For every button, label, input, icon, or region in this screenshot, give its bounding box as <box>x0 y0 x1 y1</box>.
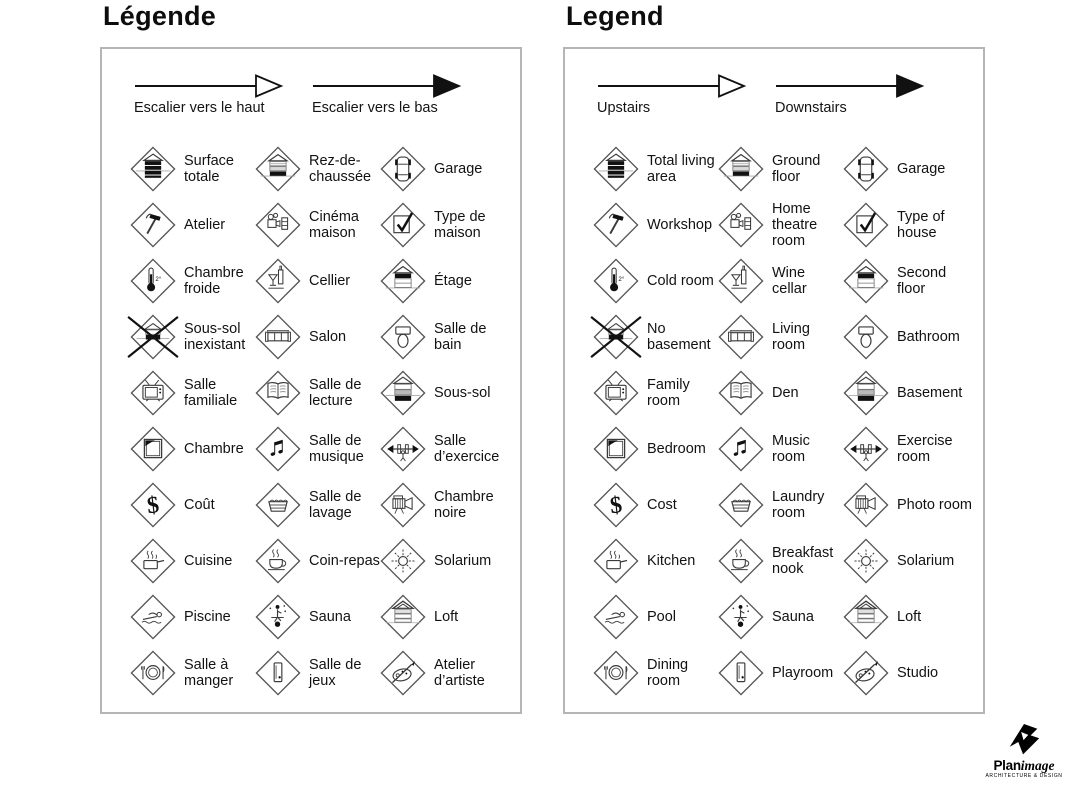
legend-item <box>130 645 255 701</box>
panel-title-fr: Légende <box>103 1 217 31</box>
laundry-room-icon <box>718 482 764 528</box>
sauna-icon <box>255 594 301 640</box>
legend-item <box>130 253 255 309</box>
legend-item <box>718 477 843 533</box>
bedroom-icon <box>130 426 176 472</box>
legend-item-label: Laundry room <box>772 488 825 521</box>
legend-item <box>593 253 718 309</box>
home-theatre-icon <box>718 202 764 248</box>
legend-item-label: Garage <box>897 160 946 177</box>
legend-item-label: Loft <box>434 608 459 625</box>
legend-item-label: Salle à manger <box>184 656 234 689</box>
stairs-arrows <box>134 73 520 135</box>
cost-icon <box>130 482 176 528</box>
legend-item <box>380 253 520 309</box>
legend-item <box>718 533 843 589</box>
legend-item <box>718 589 843 645</box>
legend-item-label: Cost <box>647 496 677 513</box>
playroom-icon <box>718 650 764 696</box>
legend-item-label: Salle de lavage <box>309 488 362 521</box>
legend-item <box>593 645 718 701</box>
legend-item-label: Home theatre room <box>772 200 818 250</box>
home-theatre-icon <box>255 202 301 248</box>
legend-item <box>255 589 380 645</box>
legend-item <box>130 365 255 421</box>
cold-room-icon <box>130 258 176 304</box>
dining-room-icon <box>130 650 176 696</box>
breakfast-nook-icon <box>255 538 301 584</box>
legend-item-label: Dining room <box>647 656 689 689</box>
legend-item <box>593 309 718 365</box>
legend-item <box>380 197 520 253</box>
legend-item <box>255 645 380 701</box>
photo-room-icon <box>380 482 426 528</box>
legend-item <box>130 477 255 533</box>
legend-item <box>843 645 983 701</box>
legend-item <box>593 365 718 421</box>
basement-icon <box>843 370 889 416</box>
no-basement-icon <box>593 314 639 360</box>
downstairs-arrow-icon <box>312 73 462 99</box>
legend-item <box>255 309 380 365</box>
legend-item <box>843 309 983 365</box>
legend-item <box>255 477 380 533</box>
legend-item <box>380 421 520 477</box>
svg-text:$: $ <box>145 492 161 520</box>
exercise-room-icon <box>843 426 889 472</box>
playroom-icon <box>255 650 301 696</box>
planimage-logo-wordmark <box>978 759 1070 773</box>
legend-item <box>718 253 843 309</box>
legend-panel-fr <box>100 47 522 714</box>
legend-item-label: No basement <box>647 320 711 353</box>
type-of-house-icon <box>380 202 426 248</box>
legend-item-label: Kitchen <box>647 552 696 569</box>
cold-room-icon <box>593 258 639 304</box>
legend-item <box>255 141 380 197</box>
photo-room-icon <box>843 482 889 528</box>
legend-item <box>843 197 983 253</box>
upstairs-arrow-icon <box>597 73 747 99</box>
legend-item-label: Sauna <box>309 608 351 625</box>
legend-item <box>380 589 520 645</box>
legend-item-label: Music room <box>772 432 810 465</box>
downstairs-arrow-icon <box>775 73 925 99</box>
legend-item <box>130 589 255 645</box>
legend-item <box>593 533 718 589</box>
loft-icon <box>380 594 426 640</box>
arrow-group <box>775 73 925 135</box>
legend-item <box>255 253 380 309</box>
logo-tagline: ARCHITECTURE & DESIGN <box>985 773 1063 779</box>
legend-item-label: Loft <box>897 608 922 625</box>
upstairs-arrow-icon <box>134 73 284 99</box>
kitchen-icon <box>130 538 176 584</box>
legend-item-label: Pool <box>647 608 677 625</box>
legend-item-label: Salle de lecture <box>309 376 362 409</box>
logo-text-image: image <box>1020 757 1055 773</box>
planimage-logo-mark-icon <box>998 723 1050 761</box>
legend-item <box>718 197 843 253</box>
legend-item-label: Chambre noire <box>434 488 494 521</box>
sauna-icon <box>718 594 764 640</box>
bedroom-icon <box>593 426 639 472</box>
legend-item <box>130 197 255 253</box>
legend-item <box>380 477 520 533</box>
legend-item <box>593 477 718 533</box>
legend-item-label: Family room <box>647 376 690 409</box>
legend-item <box>380 645 520 701</box>
legend-item-label: Garage <box>434 160 483 177</box>
legend-item-label: Salon <box>309 328 347 345</box>
legend-item <box>718 645 843 701</box>
legend-item-label: Studio <box>897 664 939 681</box>
studio-icon <box>380 650 426 696</box>
bathroom-icon <box>843 314 889 360</box>
legend-item <box>130 533 255 589</box>
family-room-icon <box>593 370 639 416</box>
legend-item-label: Cold room <box>647 272 714 289</box>
legend-item <box>380 309 520 365</box>
legend-panel-en <box>563 47 985 714</box>
family-room-icon <box>130 370 176 416</box>
legend-item-label: Second floor <box>897 264 947 297</box>
dining-room-icon <box>593 650 639 696</box>
arrow-label: Upstairs <box>597 100 651 116</box>
arrow-label: Downstairs <box>775 100 847 116</box>
legend-item-label: Breakfast nook <box>772 544 834 577</box>
legend-item <box>843 253 983 309</box>
arrow-label: Escalier vers le bas <box>312 100 438 116</box>
legend-item-label: Solarium <box>434 552 492 569</box>
laundry-room-icon <box>255 482 301 528</box>
legend-item <box>380 533 520 589</box>
legend-item <box>255 421 380 477</box>
living-room-icon <box>255 314 301 360</box>
legend-item <box>843 477 983 533</box>
legend-item-label: Chambre <box>184 440 244 457</box>
legend-item-label: Sauna <box>772 608 814 625</box>
legend-item-label: Bathroom <box>897 328 960 345</box>
legend-item <box>593 141 718 197</box>
legend-item <box>130 309 255 365</box>
legend-item <box>380 141 520 197</box>
legend-item-label: Wine cellar <box>772 264 807 297</box>
panel-title-en: Legend <box>566 1 664 31</box>
legend-item-label: Photo room <box>897 496 972 513</box>
cost-icon <box>593 482 639 528</box>
svg-text:2°: 2° <box>618 276 625 283</box>
legend-item <box>255 365 380 421</box>
ground-floor-icon <box>718 146 764 192</box>
logo-text-plan: Plan <box>993 757 1021 773</box>
legend-item-label: Type de maison <box>434 208 486 241</box>
legend-item <box>593 589 718 645</box>
legend-item-label: Salle de musique <box>309 432 364 465</box>
den-icon <box>255 370 301 416</box>
legend-item-label: Total living area <box>647 152 715 185</box>
legend-item-label: Piscine <box>184 608 231 625</box>
garage-icon <box>843 146 889 192</box>
planimage-logo <box>978 723 1070 780</box>
legend-item-label: Sous-sol <box>434 384 491 401</box>
legend-grid <box>130 141 520 701</box>
workshop-icon <box>593 202 639 248</box>
solarium-icon <box>843 538 889 584</box>
legend-item-label: Cuisine <box>184 552 233 569</box>
living-room-icon <box>718 314 764 360</box>
svg-text:2°: 2° <box>155 276 162 283</box>
legend-item-label: Den <box>772 384 799 401</box>
legend-item-label: Salle de jeux <box>309 656 362 689</box>
legend-item-label: Type of house <box>897 208 945 241</box>
no-basement-icon <box>130 314 176 360</box>
svg-text:$: $ <box>608 492 624 520</box>
legend-item <box>130 141 255 197</box>
loft-icon <box>843 594 889 640</box>
legend-item-label: Salle de bain <box>434 320 487 353</box>
legend-item-label: Bedroom <box>647 440 706 457</box>
workshop-icon <box>130 202 176 248</box>
legend-item <box>843 589 983 645</box>
second-floor-icon <box>843 258 889 304</box>
legend-item-label: Ground floor <box>772 152 821 185</box>
legend-item <box>718 309 843 365</box>
stairs-arrows <box>597 73 983 135</box>
pool-icon <box>130 594 176 640</box>
den-icon <box>718 370 764 416</box>
total-living-area-icon <box>130 146 176 192</box>
legend-item-label: Atelier d’artiste <box>434 656 485 689</box>
legend-item <box>593 197 718 253</box>
legend-item-label: Cinéma maison <box>309 208 359 241</box>
legend-item-label: Étage <box>434 272 472 289</box>
pool-icon <box>593 594 639 640</box>
breakfast-nook-icon <box>718 538 764 584</box>
second-floor-icon <box>380 258 426 304</box>
legend-item <box>843 421 983 477</box>
legend-item-label: Atelier <box>184 216 226 233</box>
legend-item-label: Salle d’exercice <box>434 432 500 465</box>
legend-item <box>255 197 380 253</box>
legend-item <box>593 421 718 477</box>
arrow-label: Escalier vers le haut <box>134 100 265 116</box>
music-room-icon <box>718 426 764 472</box>
ground-floor-icon <box>255 146 301 192</box>
legend-item-label: Coin-repas <box>309 552 380 569</box>
legend-item-label: Solarium <box>897 552 955 569</box>
wine-cellar-icon <box>255 258 301 304</box>
legend-item-label: Sous-sol inexistant <box>184 320 246 353</box>
legend-item-label: Rez-de-chaussée <box>309 152 372 185</box>
type-of-house-icon <box>843 202 889 248</box>
legend-item-label: Surface totale <box>184 152 234 185</box>
legend-item-label: Workshop <box>647 216 713 233</box>
legend-item-label: Coût <box>184 496 215 513</box>
legend-item-label: Basement <box>897 384 963 401</box>
legend-item <box>255 533 380 589</box>
bathroom-icon <box>380 314 426 360</box>
wine-cellar-icon <box>718 258 764 304</box>
legend-item <box>718 365 843 421</box>
basement-icon <box>380 370 426 416</box>
studio-icon <box>843 650 889 696</box>
exercise-room-icon <box>380 426 426 472</box>
legend-item <box>718 141 843 197</box>
legend-item-label: Living room <box>772 320 810 353</box>
total-living-area-icon <box>593 146 639 192</box>
legend-item <box>380 365 520 421</box>
legend-item-label: Chambre froide <box>184 264 244 297</box>
music-room-icon <box>255 426 301 472</box>
legend-item <box>718 421 843 477</box>
arrow-group <box>134 73 284 135</box>
legend-item <box>843 365 983 421</box>
solarium-icon <box>380 538 426 584</box>
legend-item <box>843 141 983 197</box>
legend-item-label: Exercise room <box>897 432 953 465</box>
garage-icon <box>380 146 426 192</box>
legend-item-label: Salle familiale <box>184 376 238 409</box>
legend-item <box>130 421 255 477</box>
arrow-group <box>312 73 462 135</box>
legend-grid <box>593 141 983 701</box>
legend-item-label: Playroom <box>772 664 834 681</box>
arrow-group <box>597 73 747 135</box>
legend-item-label: Cellier <box>309 272 351 289</box>
legend-item <box>843 533 983 589</box>
kitchen-icon <box>593 538 639 584</box>
